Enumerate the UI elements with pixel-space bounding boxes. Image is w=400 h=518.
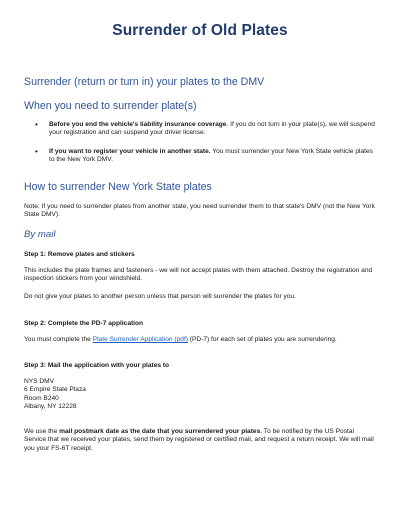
page-title: Surrender of Old Plates: [112, 22, 288, 39]
step1-paragraph-2: Do not give your plates to another person unless that person will surrender the plates for you.: [24, 293, 296, 300]
when-bullet-2: [24, 148, 376, 165]
address-line: NYS DMV: [24, 378, 55, 385]
step2-paragraph: [24, 336, 376, 344]
when-bullet-2-bold: If you want to register your vehicle in another state.: [49, 147, 211, 155]
mailing-address: [24, 378, 376, 412]
how-note: Note: If you need to surrender plates from another state, you need surrender them to that state's DMV (not the New York State DMV).: [24, 203, 375, 219]
closing-text-bold: mail postmark date as the date that you surrendered your plates: [59, 428, 261, 435]
address-line: 6 Empire State Plaza: [24, 386, 86, 394]
step2-text-post: (PD-7) for each set of plates you are surrendering.: [187, 336, 337, 343]
by-mail-heading: By mail: [24, 229, 56, 240]
closing-text-pre: We use the: [24, 428, 60, 435]
step2-text-pre: You must complete the: [24, 336, 93, 343]
when-bullet-list: [24, 121, 376, 165]
closing-paragraph: [24, 428, 376, 453]
step2-heading: Step 2: Complete the PD-7 application: [24, 320, 144, 327]
when-bullet-2-text: You must surrender your New York State vehicle plates to the New York DMV.: [49, 147, 373, 164]
when-heading: When you need to surrender plate(s): [24, 100, 197, 112]
step1-heading: Step 1: Remove plates and stickers: [24, 251, 135, 258]
subtitle-heading: Surrender (return or turn in) your plates to the DMV: [24, 76, 265, 88]
how-heading: How to surrender New York State plates: [24, 181, 212, 193]
address-line: Albany, NY 12228: [24, 403, 77, 411]
when-bullet-1-bold: Before you end the vehicle's liability insurance coverage: [49, 121, 227, 128]
bullet-icon: •: [35, 120, 38, 129]
bullet-icon: •: [35, 146, 38, 156]
address-line: Room B240: [24, 394, 59, 402]
when-bullet-1-text: . If you do not turn in your plate(s), we will suspend your registration and can suspend your driver license.: [49, 121, 375, 137]
when-bullet-1: [24, 121, 376, 138]
step1-paragraph-1: This includes the plate frames and fasteners - we will not accept plates with them attached. Destroy the registration and inspection stickers from your windshield.: [24, 267, 373, 283]
step3-heading: Step 3: Mail the application with your plates to: [24, 362, 170, 369]
plate-surrender-application-link[interactable]: Plate Surrender Application (pdf): [92, 336, 188, 343]
closing-text-post: . To be notified by the US Postal Service that we received your plates, send them by registered or certified mail, and request a return receipt. We will mail you your FS-6T receipt.: [24, 428, 374, 452]
